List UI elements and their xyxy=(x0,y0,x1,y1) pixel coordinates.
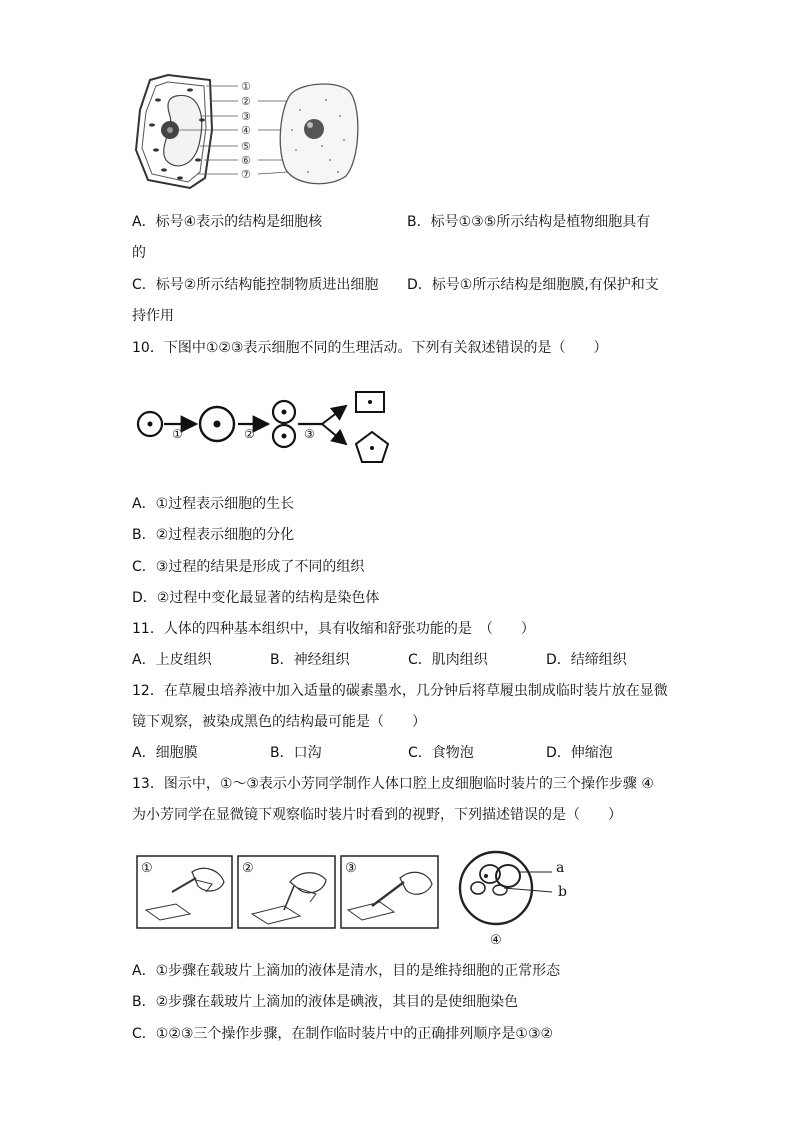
panel-label-4: ④ xyxy=(490,933,502,948)
label-1: ① xyxy=(241,80,251,93)
q9-option-b[interactable]: B．标号①③⑤所示结构是植物细胞具有 xyxy=(407,214,651,230)
q13-stem-line2: 为小芳同学在显微镜下观察临时装片时看到的视野，下列描述错误的是（ ） xyxy=(132,807,622,823)
q11-stem: 11．人体的四种基本组织中，具有收缩和舒张功能的是 （ ） xyxy=(132,621,535,637)
q11-option-d[interactable]: D．结缔组织 xyxy=(546,652,627,668)
panel-label-1: ① xyxy=(141,861,153,876)
q9-option-d-cont: 持作用 xyxy=(132,308,174,324)
label-6: ⑥ xyxy=(241,154,251,167)
q13-option-c[interactable]: C．①②③三个操作步骤，在制作临时装片中的正确排列顺序是①③② xyxy=(132,1026,554,1042)
q9-option-b-cont: 的 xyxy=(132,245,146,261)
q13-option-a[interactable]: A．①步骤在载玻片上滴加的液体是清水，目的是维持细胞的正常形态 xyxy=(132,963,561,979)
q12-option-b[interactable]: B．口沟 xyxy=(270,745,322,761)
process-label-3: ③ xyxy=(304,427,315,441)
process-label-2: ② xyxy=(244,427,255,441)
q12-option-c[interactable]: C．食物泡 xyxy=(408,745,474,761)
q11-option-b[interactable]: B．神经组织 xyxy=(270,652,350,668)
label-3: ③ xyxy=(241,110,251,123)
q9-option-d[interactable]: D．标号①所示结构是细胞膜,有保护和支 xyxy=(407,277,659,293)
cell-process-diagram xyxy=(0,370,794,500)
q12-option-a[interactable]: A．细胞膜 xyxy=(132,745,198,761)
view-label-a: a xyxy=(556,860,565,876)
q13-stem-line1: 13．图示中，①～③表示小芳同学制作人体口腔上皮细胞临时装片的三个操作步骤 ④ xyxy=(132,776,654,792)
q9-option-a[interactable]: A．标号④表示的结构是细胞核 xyxy=(132,214,323,230)
q12-stem-line1: 12．在草履虫培养液中加入适量的碳素墨水，几分钟后将草履虫制成临时装片放在显微 xyxy=(132,683,668,699)
plant-cell-labels xyxy=(241,80,251,181)
label-2: ② xyxy=(241,95,251,108)
label-4: ④ xyxy=(241,124,251,137)
panel-label-2: ② xyxy=(242,861,254,876)
panel-label-3: ③ xyxy=(345,861,357,876)
q11-option-c[interactable]: C．肌肉组织 xyxy=(408,652,488,668)
q10-option-a[interactable]: A．①过程表示细胞的生长 xyxy=(132,496,295,512)
q10-stem: 10．下图中①②③表示细胞不同的生理活动。下列有关叙述错误的是（ ） xyxy=(132,340,608,356)
q13-option-b[interactable]: B．②步骤在载玻片上滴加的液体是碘液，其目的是使细胞染色 xyxy=(132,994,519,1010)
q10-option-c[interactable]: C．③过程的结果是形成了不同的组织 xyxy=(132,559,365,575)
q10-option-b[interactable]: B．②过程表示细胞的分化 xyxy=(132,527,295,543)
process-label-1: ① xyxy=(172,427,183,441)
cell-structure-diagram xyxy=(0,0,794,200)
q11-option-a[interactable]: A．上皮组织 xyxy=(132,652,212,668)
q12-option-d[interactable]: D．伸缩泡 xyxy=(546,745,613,761)
label-7: ⑦ xyxy=(241,168,251,181)
q10-option-d[interactable]: D．②过程中变化最显著的结构是染色体 xyxy=(132,590,380,606)
label-5: ⑤ xyxy=(241,140,251,153)
q9-option-c[interactable]: C．标号②所示结构能控制物质进出细胞 xyxy=(132,277,379,293)
view-label-b: b xyxy=(558,884,567,900)
slide-preparation-diagram xyxy=(0,848,794,958)
q12-stem-line2: 镜下观察，被染成黑色的结构最可能是（ ） xyxy=(132,714,426,730)
